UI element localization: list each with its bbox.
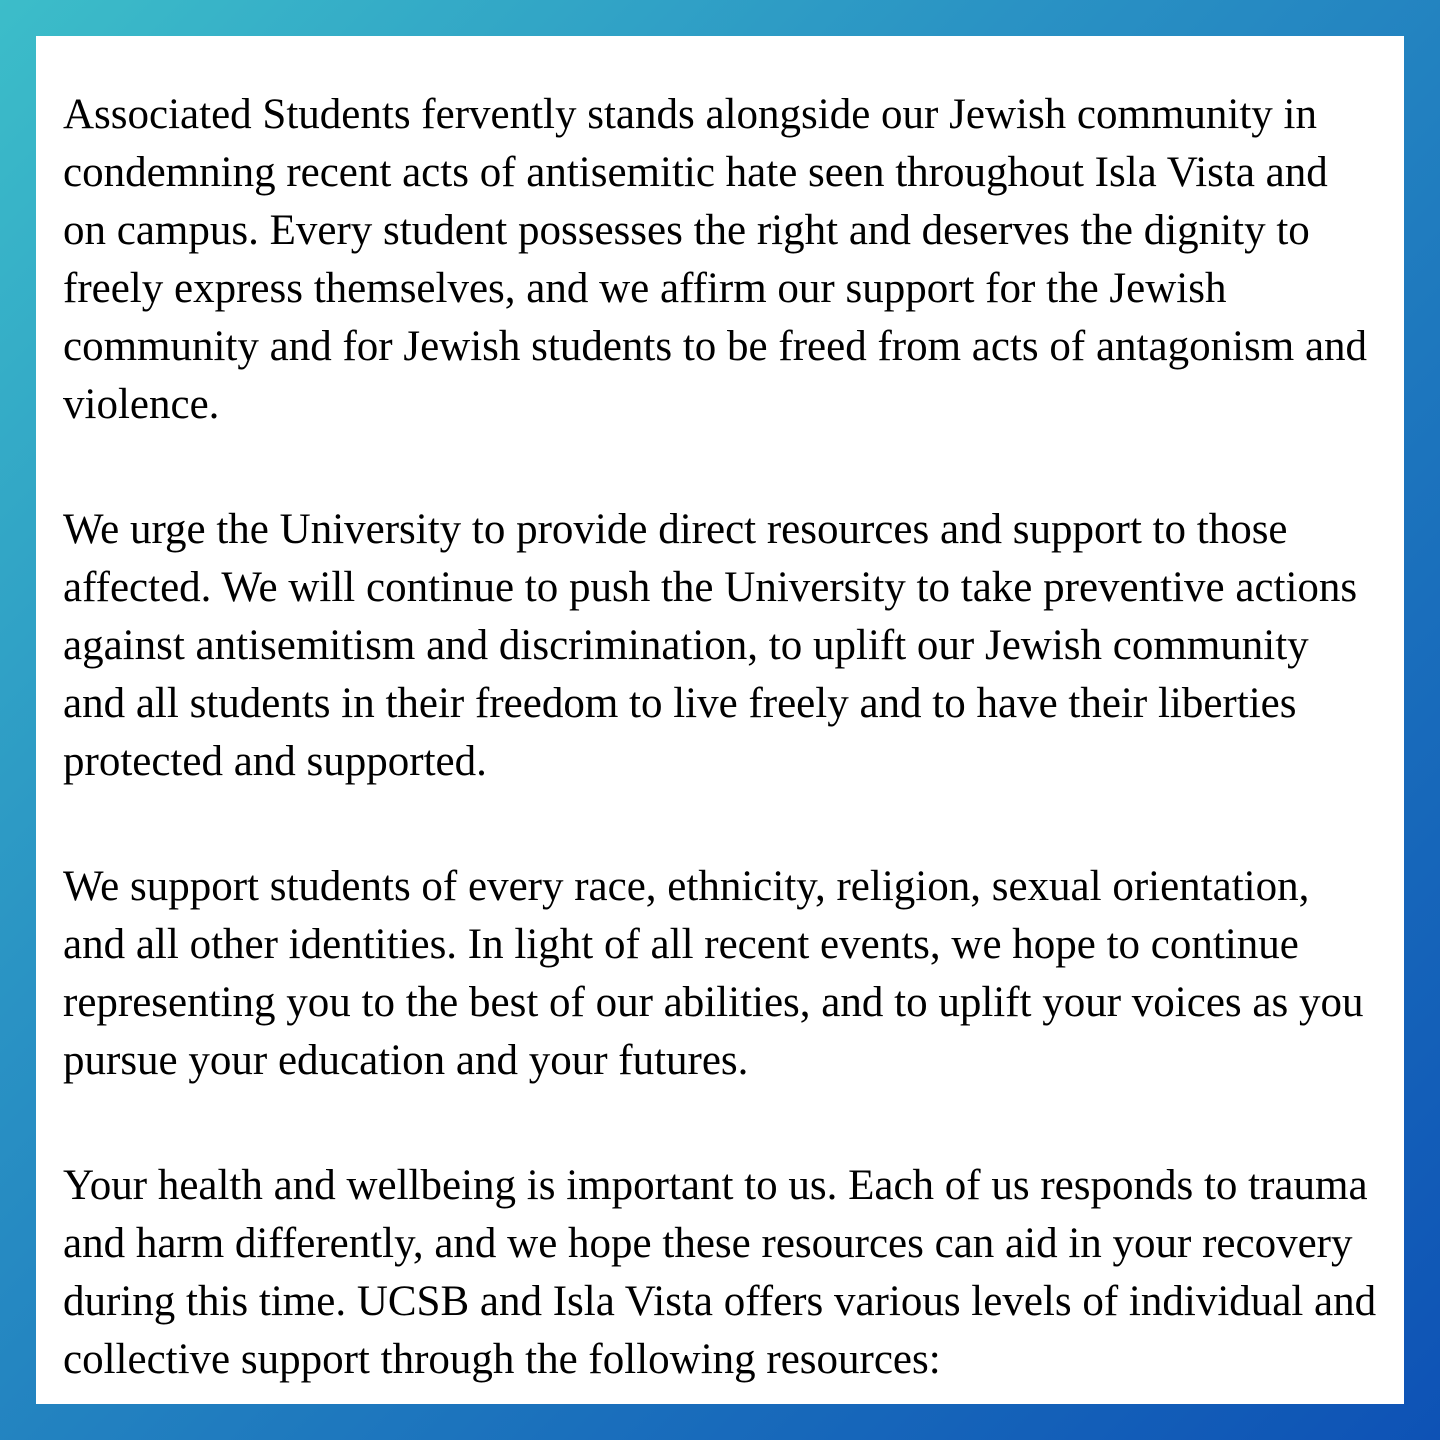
statement-paragraph-1: Associated Students fervently stands alongside our Jewish community in condemning recent acts of antisemitic hate seen throughout Isla Vista and on campus. Every student possesses the right and deserves the dignity to freely express themselves, and we affirm our support for the Jewish community and for Jewish students to be freed from acts of antagonism and violence. (63, 91, 1368, 428)
statement-card (36, 36, 1404, 1404)
statement-paragraph-4: Your health and wellbeing is important to us. Each of us responds to trauma and harm differently, and we hope these resources can aid in your recovery during this time. UCSB and Isla Vista offers various levels of individual and collective support through the following resources: (63, 1162, 1377, 1383)
statement-body (63, 86, 1378, 1389)
statement-paragraph-2: We urge the University to provide direct resources and support to those affected. We will continue to push the University to take preventive actions against antisemitism and discrimination, to uplift our Jewish community and all students in their freedom to live freely and to have their liberties protected and supported. (63, 506, 1358, 785)
statement-paragraph-3: We support students of every race, ethnicity, religion, sexual orientation, and all other identities. In light of all recent events, we hope to continue representing you to the best of our abilities, and to uplift your voices as you pursue your education and your futures. (63, 863, 1364, 1084)
